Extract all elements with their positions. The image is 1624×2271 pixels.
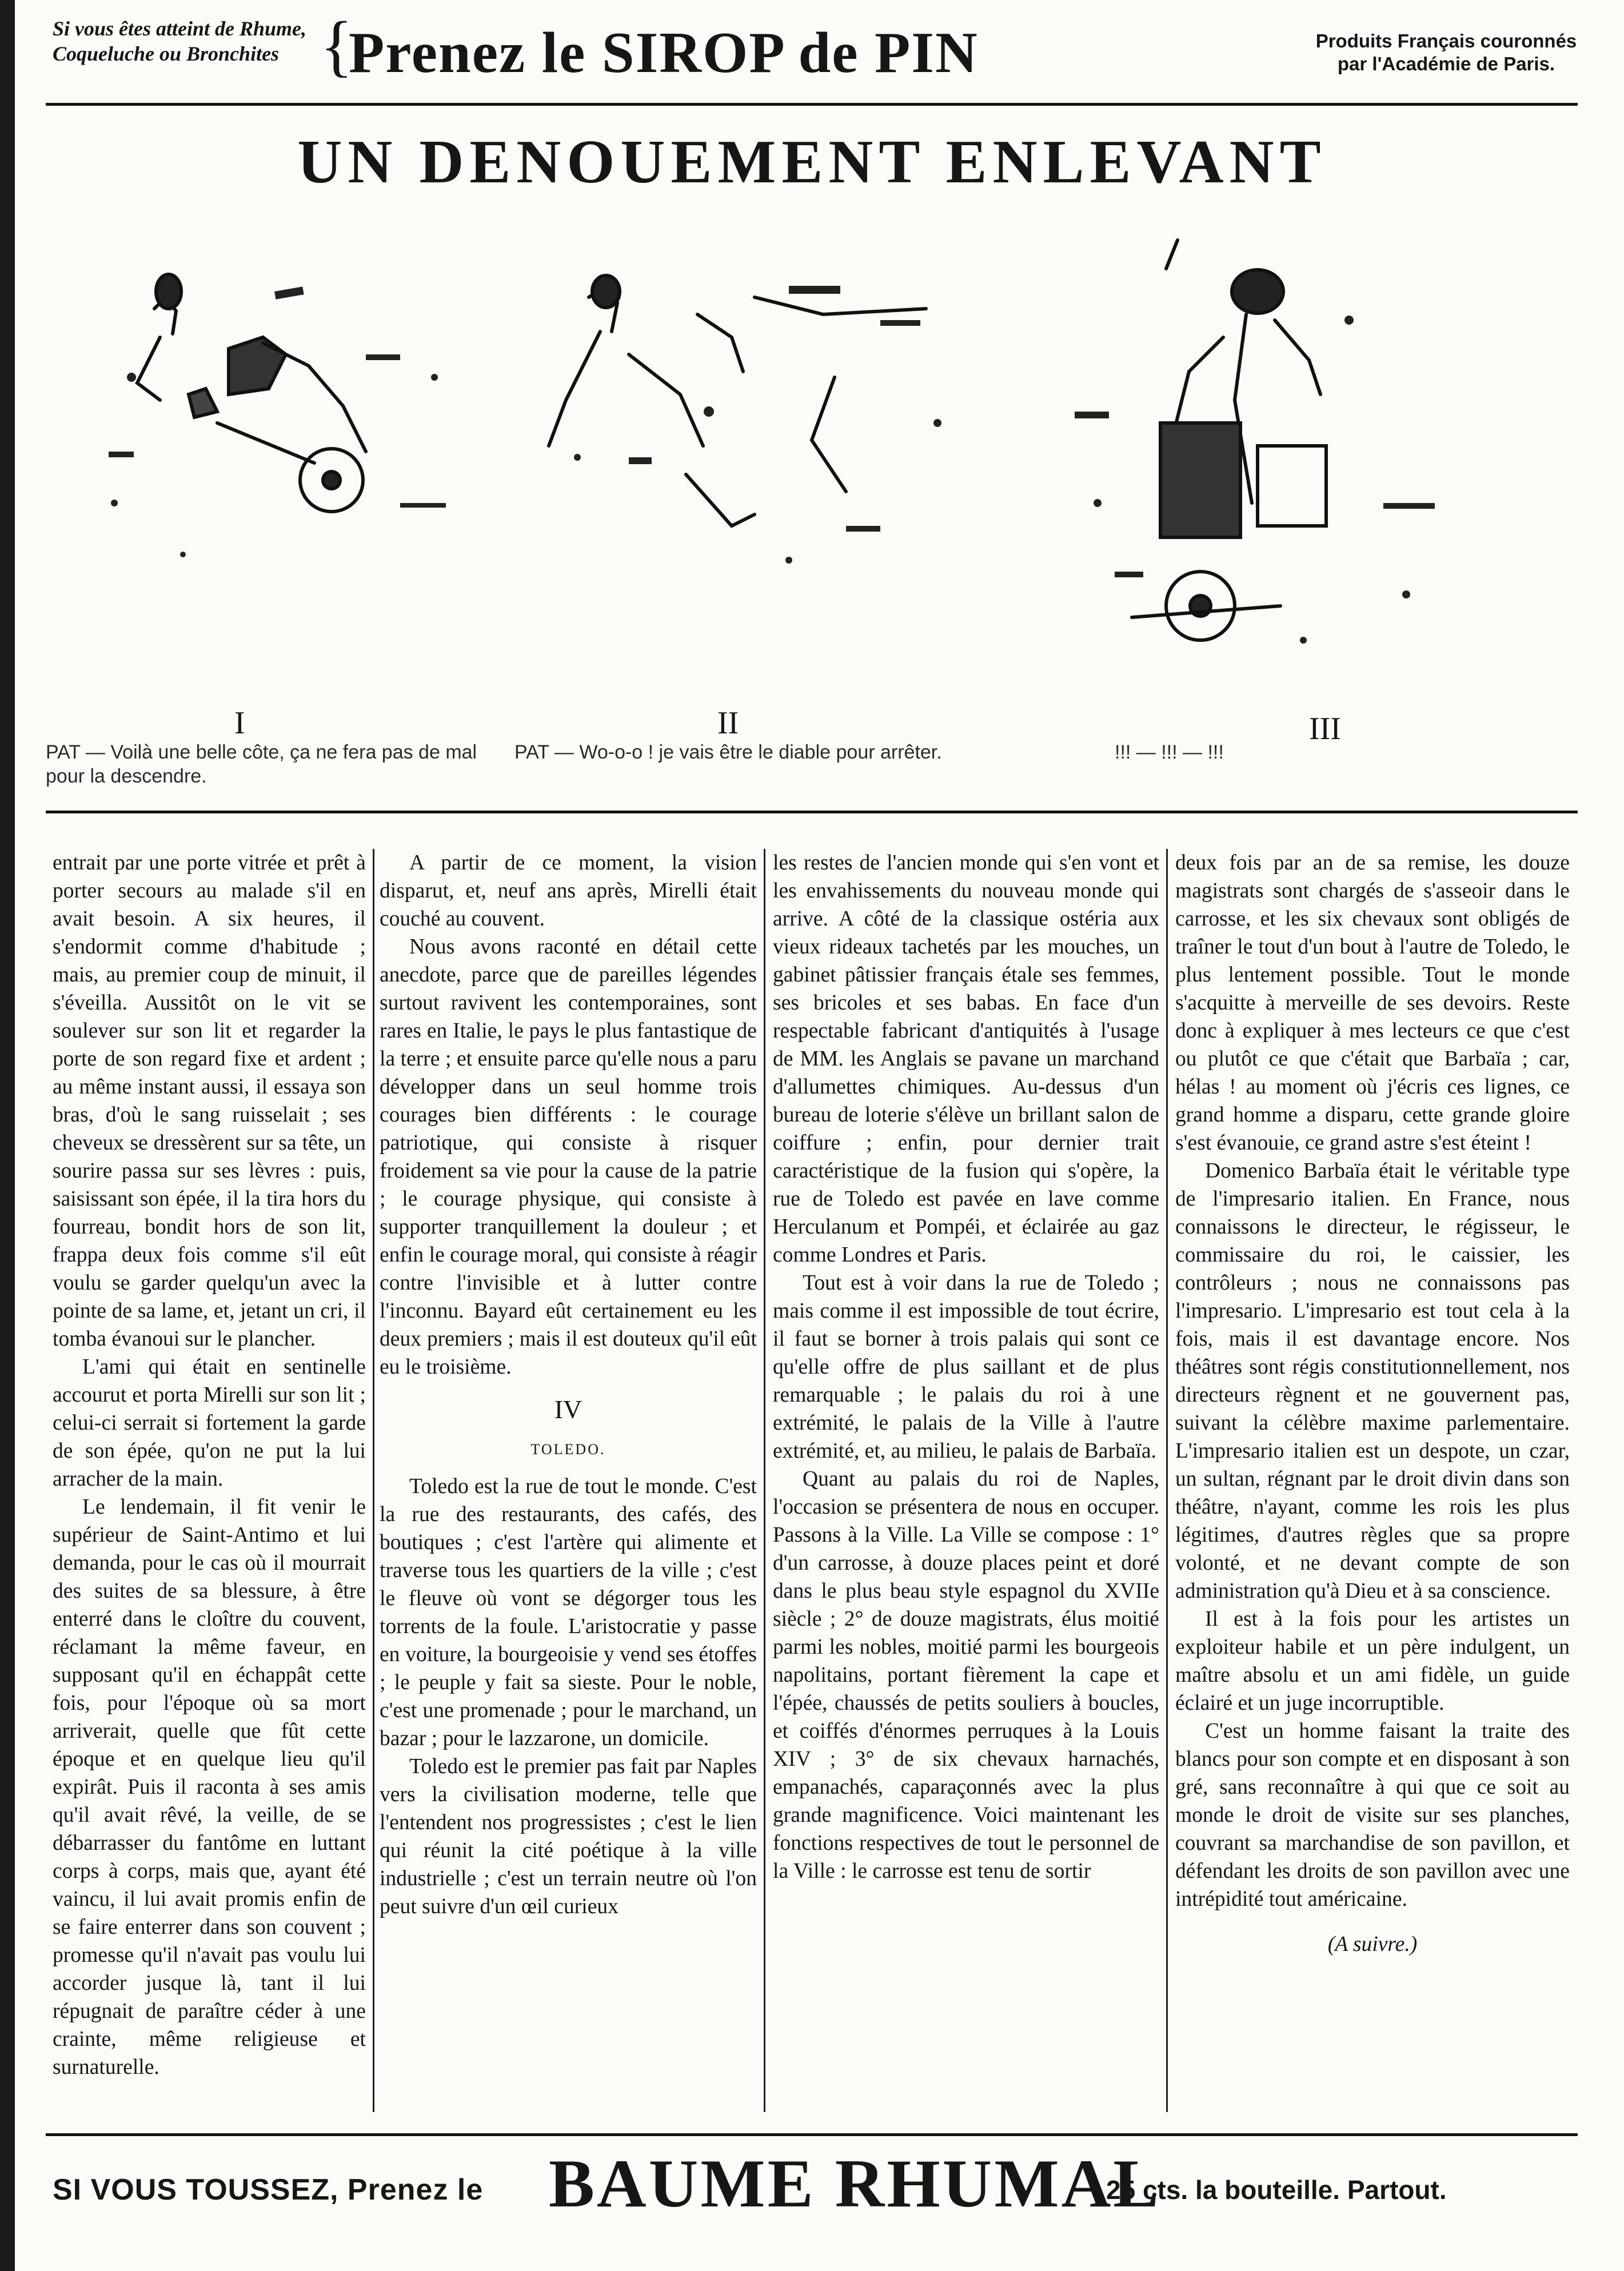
panel-1-numeral: I xyxy=(234,705,245,741)
panel-1-caption: PAT — Voilà une belle côte, ça ne fera pas de mal pour la descendre. xyxy=(46,741,477,787)
panel-2-caption: PAT — Wo-o-o ! je vais être le diable pour arrêter. xyxy=(514,741,942,763)
footer-rule xyxy=(46,2133,1578,2136)
paragraph: entrait par une porte vitrée et prêt à porter secours au malade s'il en avait besoin. A six heures, il s'endormit comme d'habitude ; mais, au premier coup de minuit, il s'éveilla. Aussitôt on le vit se soulever sur son lit et regarder la porte de son regard fixe et ardent ; au même instant aussi, il essaya son bras, d'où le sang ruisselait ; ses cheveux se dressèrent sur sa tête, un sourire passa sur ses lèvres : puis, saisissant son épée, il la tira hors du fourreau, bondit hors de son lit, frappa deux fois comme s'il eût voulu se garder quelqu'un avec la pointe de sa lame, et, jetant un cri, il tomba évanoui sur le plancher. xyxy=(53,851,366,1351)
cart-downhill-illustration xyxy=(514,206,1006,720)
paragraph: Il est à la fois pour les artistes un exploiteur habile et un père indulgent, un maître absolu et un ami fidèle, un guide éclairé et un juge incorruptible. xyxy=(1175,1607,1570,1715)
page-title: UN DENOUEMENT ENLEVANT xyxy=(297,128,1327,196)
paragraph: Toledo est la rue de tout le monde. C'est la rue des restaurants, des cafés, des boutiques ; c'est l'artère qui alimente et traverse tous les quartiers de la ville ; c'est le fleuve où vont se dégorger tous les torrents de la foule. L'aristocratie y passe en voiture, la bourgeoisie y vend ses étoffes ; le peuple y fait sa sieste. Pour le noble, c'est une promenade ; pour le marchand, un bazar ; pour le lazzarone, un domicile. xyxy=(380,1475,757,1750)
column-divider xyxy=(1166,849,1168,2112)
to-be-continued: (A suivre.) xyxy=(1327,1933,1418,1956)
text-column-4 xyxy=(1175,849,1570,2098)
section-heading: IV xyxy=(554,1395,582,1424)
section-subheading: TOLEDO. xyxy=(530,1441,606,1458)
paragraph: Nous avons raconté en détail cette anecdote, parce que de pareilles légendes surtout ravivent les contemporaines, sont rares en Italie, le pays le plus fantastique de la terre ; et ensuite parce qu'elle nous a paru développer dans un seul homme trois courages bien différents : le courage patriotique, qui consiste à risquer froidement sa vie pour la cause de la patrie ; le courage physique, qui consiste à supporter tranquillement la douleur ; et enfin le courage moral, qui consiste à réagir contre l'invisible et à lutter contre l'inconnu. Bayard eût certainement eu les deux premiers ; mais il est douteux qu'il eût eu le troisième. xyxy=(380,935,757,1379)
column-divider xyxy=(764,849,765,2112)
panel-2-numeral: II xyxy=(717,705,739,741)
header-ad-main: Prenez le SIROP de PIN xyxy=(349,21,979,85)
header-rule xyxy=(46,103,1578,106)
paragraph: L'ami qui était en sentinelle accourut et porta Mirelli sur son lit ; celui-ci serrait si fortement la garde de son épée, qu'on ne put la lui arracher de la main. xyxy=(53,1355,366,1491)
text-column-3 xyxy=(773,849,1159,2098)
paragraph: les restes de l'ancien monde qui s'en vont et les envahissements du nouveau monde qui arrive. A côté de la classique ostéria aux vieux rideaux tachetés par les mouches, un gabinet pâtissier français étale ses femmes, ses bricoles et ses babas. En face d'un respectable fabricant d'antiquités à l'usage de MM. les Anglais se pavane un marchand d'allumettes chimiques. Au-dessus d'un bureau de loterie s'élève un brillant salon de coiffure ; enfin, pour dernier trait caractéristique de la fusion qui s'opère, la rue de Toledo est pavée en lave comme Herculanum et Pompéi, et éclairée au gaz comme Londres et Paris. xyxy=(773,851,1159,1267)
cart-crash-illustration xyxy=(1006,206,1578,720)
panel-3-caption: !!! — !!! — !!! xyxy=(1115,741,1224,763)
footer-ad-right: 25 cts. la bouteille. Partout. xyxy=(1106,2175,1447,2205)
paragraph: C'est un homme faisant la traite des blancs pour son compte et en disposant à son gré, sans reconnaître à qui que ce soit au monde le droit de visite sur ses planches, couvrant sa marchandise de son pavillon, et défendant les droits de son pavillon avec une intrépidité tout américaine. xyxy=(1175,1719,1570,1911)
paragraph: A partir de ce moment, la vision disparut, et, neuf ans après, Mirelli était couché au couvent. xyxy=(380,851,757,931)
panel-3-numeral: III xyxy=(1309,711,1341,747)
paragraph: Quant au palais du roi de Naples, l'occasion se présentera de nous en occuper. Passons à la Ville. La Ville se compose : 1° d'un carrosse, à douze places peint et doré dans le plus beau style espagnol du XVIIe siècle ; 2° de douze magistrats, élus moitié parmi les nobles, moitié parmi les bourgeois napolitains, portant fièrement la cape et l'épée, chaussés de petits souliers à boucles, et coiffés d'énormes perruques à la Louis XIV ; 3° de six chevaux harnachés, empanachés, caparaçonnés avec la plus grande magnificence. Voici maintenant les fonctions respectives de tout le personnel de la Ville : le carrosse est tenu de sortir xyxy=(773,1467,1159,1883)
paragraph: Toledo est le premier pas fait par Naples vers la civilisation moderne, telle que l'entendent nos progressistes ; c'est le lien qui réunit la cité poétique à la ville industrielle ; c'est un terrain neutre où l'on peut suivre d'un œil curieux xyxy=(380,1755,757,1918)
header-ad-right: Produits Français couronnés par l'Académie de Paris. xyxy=(1315,30,1577,74)
mid-rule xyxy=(46,811,1578,813)
header-ad-left xyxy=(53,16,316,66)
footer-ad-main: BAUME RHUMAL xyxy=(549,2145,1162,2221)
illustration-panel-3 xyxy=(1006,206,1578,720)
paragraph: deux fois par an de sa remise, les douze magistrats sont chargés de s'asseoir dans le carrosse, et les six chevaux sont obligés de traîner le tout d'un bout à l'autre de Toledo, le plus lentement possible. Tout le monde s'acquitte à merveille de ses devoirs. Reste donc à expliquer à mes lecteurs ce que c'est ou plutôt ce que c'était que Barbaïa ; car, hélas ! au moment où j'écris ces lignes, ce grand homme a disparu, cette grande gloire s'est évanouie, ce grand astre s'est éteint ! xyxy=(1175,851,1570,1155)
footer-ad-left: SI VOUS TOUSSEZ, Prenez le xyxy=(53,2173,484,2206)
header-ad-left-line1: Si vous êtes atteint de Rhume, xyxy=(53,17,307,40)
paragraph: Domenico Barbaïa était le véritable type de l'impresario italien. En France, nous connaissons le directeur, le régisseur, le commissaire du roi, le caissier, les contrôleurs ; nous ne connaissons pas l'impresario. L'impresario est tout cela à la fois, mais il est davantage encore. Nos théâtres sont régis constitutionnellement, nos directeurs règnent et ne gouvernent pas, suivant la célèbre maxime parlementaire. L'impresario italien est un despote, un czar, un sultan, régnant par le droit divin dans son théâtre, n'ayant, comme les rois les plus légitimes, d'autres règles que sa propre volonté, et ne devant compte de son administration qu'à Dieu et à sa conscience. xyxy=(1175,1159,1570,1603)
illustration-panel-1 xyxy=(46,206,514,720)
cart-start-illustration xyxy=(46,206,514,720)
header-brace: { xyxy=(320,7,353,83)
scan-edge xyxy=(0,0,15,2271)
text-column-1 xyxy=(53,849,366,2098)
paragraph: Tout est à voir dans la rue de Toledo ; mais comme il est impossible de tout écrire, il faut se borner à trois palais qui sont ce qu'elle offre de plus saillant et de plus remarquable ; le palais du roi à une extrémité, le palais de la Ville à l'autre extrémité, et, au milieu, le palais de Barbaïa. xyxy=(773,1271,1159,1463)
header-ad-left-line2: Coqueluche ou Bronchites xyxy=(53,42,280,65)
illustration-panel-2 xyxy=(514,206,1006,720)
text-column-2 xyxy=(380,849,757,2098)
paragraph: Le lendemain, il fit venir le supérieur de Saint-Antimo et lui demanda, pour le cas où il mourrait des suites de sa blessure, à être enterré dans le cloître du couvent, réclamant la même faveur, en supposant qu'il en échappât cette fois, pour l'époque où sa mort arriverait, quelle que fût cette époque et en quelque lieu qu'il expirât. Puis il raconta à ses amis qu'il avait rêvé, la veille, de se débarrasser du fantôme en luttant corps à corps, mais que, ayant été vaincu, il lui avait promis enfin de se faire enterrer dans son couvent ; promesse qu'il n'avait pas voulu lui accorder jusque là, tant il lui répugnait de paraître céder à une crainte, même religieuse et surnaturelle. xyxy=(53,1495,366,2079)
column-divider xyxy=(373,849,374,2112)
